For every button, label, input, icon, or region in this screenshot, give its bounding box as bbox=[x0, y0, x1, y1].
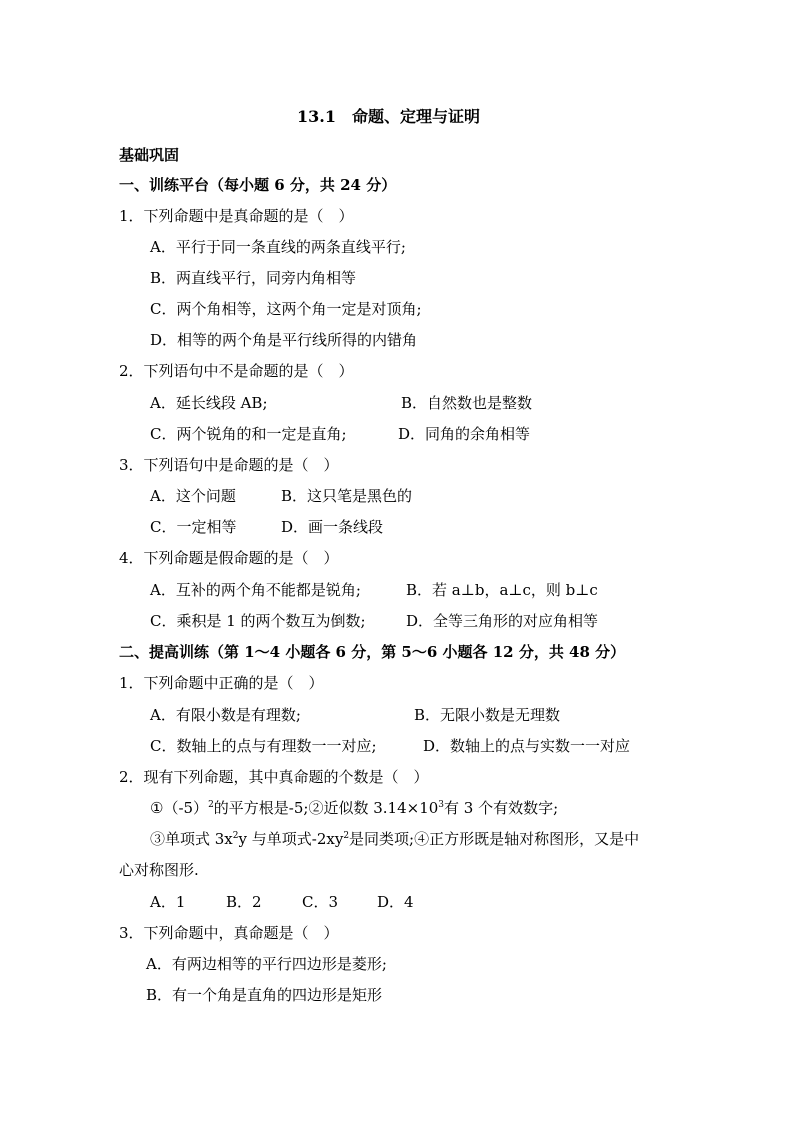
p2-q3-stem: 3．下列命题中，真命题是（ ） bbox=[119, 924, 339, 942]
p1-q2-option-c: C．两个锐角的和一定是直角; bbox=[150, 425, 347, 443]
p2-q3-option-b: B．有一个角是直角的四边形是矩形 bbox=[146, 986, 383, 1004]
p2-q1-stem: 1．下列命题中正确的是（ ） bbox=[119, 674, 324, 692]
part1-heading: 一、训练平台（每小题 6 分，共 24 分） bbox=[119, 176, 397, 194]
p1-q3-option-a: A．这个问题 bbox=[150, 487, 236, 505]
section-basic: 基础巩固 bbox=[119, 146, 180, 164]
p1-q3-option-d: D．画一条线段 bbox=[281, 518, 384, 536]
p2-q1-option-a: A．有限小数是有理数; bbox=[150, 706, 301, 724]
p2-q2-option-b: B．2 bbox=[226, 893, 262, 911]
p2-q2-statement-line2: ③单项式 $3x^2y$ 与单项式$-2xy^2$是同类项;④正方形既是轴对称图形，又是中 bbox=[150, 830, 640, 848]
p2-q1-option-c: C．数轴上的点与有理数一一对应; bbox=[150, 737, 377, 755]
p2-q2-option-d: D．4 bbox=[377, 893, 414, 911]
p2-q2-option-a: A．1 bbox=[150, 893, 186, 911]
page-title: 13.1 命题、定理与证明 bbox=[297, 107, 480, 126]
p2-q1-option-b: B．无限小数是无理数 bbox=[414, 706, 561, 724]
p1-q1-option-a: A．平行于同一条直线的两条直线平行; bbox=[150, 238, 406, 256]
p2-q2-option-c: C．3 bbox=[302, 893, 339, 911]
p1-q2-option-a: A．延长线段 AB; bbox=[150, 394, 268, 412]
p1-q4-option-d: D．全等三角形的对应角相等 bbox=[406, 612, 599, 630]
p1-q1-option-b: B．两直线平行，同旁内角相等 bbox=[150, 269, 357, 287]
p1-q1-stem: 1．下列命题中是真命题的是（ ） bbox=[119, 207, 354, 225]
p2-q1-option-d: D．数轴上的点与实数一一对应 bbox=[423, 737, 631, 755]
p1-q2-stem: 2．下列语句中不是命题的是（ ） bbox=[119, 362, 354, 380]
p1-q4-option-b: B．若 a⊥b，a⊥c，则 b⊥c bbox=[406, 581, 598, 599]
p1-q3-stem: 3．下列语句中是命题的是（ ） bbox=[119, 456, 339, 474]
p1-q3-option-c: C．一定相等 bbox=[150, 518, 237, 536]
part2-heading: 二、提高训练（第 1～4 小题各 6 分，第 5～6 小题各 12 分，共 48 分） bbox=[119, 643, 626, 661]
p1-q2-option-b: B．自然数也是整数 bbox=[401, 394, 533, 412]
p2-q2-stem: 2．现有下列命题，其中真命题的个数是（ ） bbox=[119, 768, 429, 786]
p1-q2-option-d: D．同角的余角相等 bbox=[398, 425, 531, 443]
p2-q2-statement-line1: $①(-5)^2$的平方根是-5;②近似数 $3.14\times 10^3$有 3 个有效数字; bbox=[150, 799, 559, 817]
p2-q3-option-a: A．有两边相等的平行四边形是菱形; bbox=[146, 955, 387, 973]
p1-q4-option-a: A．互补的两个角不能都是锐角; bbox=[150, 581, 361, 599]
p2-q2-statement-line3: 心对称图形. bbox=[119, 861, 199, 879]
p1-q4-stem: 4．下列命题是假命题的是（ ） bbox=[119, 549, 339, 567]
p1-q3-option-b: B．这只笔是黑色的 bbox=[281, 487, 413, 505]
p1-q1-option-c: C．两个角相等，这两个角一定是对顶角; bbox=[150, 300, 422, 318]
p1-q1-option-d: D．相等的两个角是平行线所得的内错角 bbox=[150, 331, 418, 349]
p1-q4-option-c: C．乘积是 1 的两个数互为倒数; bbox=[150, 612, 366, 630]
